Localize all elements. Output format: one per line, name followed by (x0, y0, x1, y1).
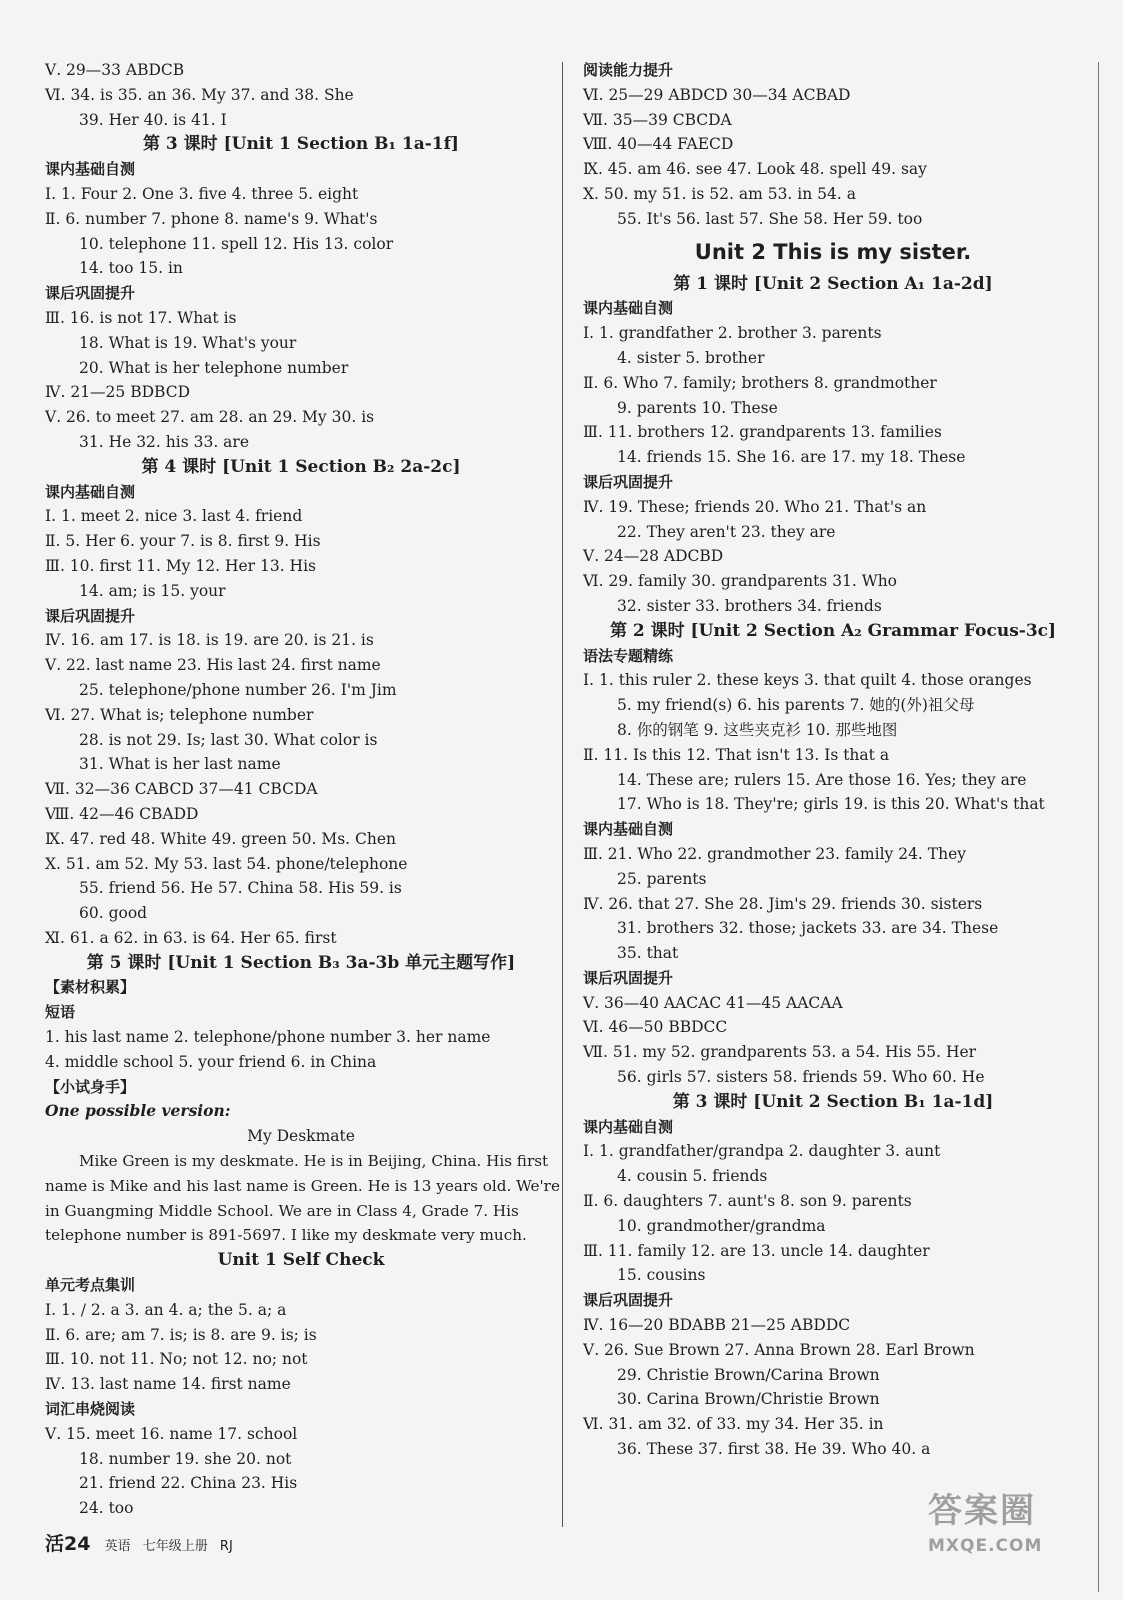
answer-line: Ⅲ. 11. family 12. are 13. uncle 14. daughter (583, 1241, 930, 1260)
answer-line: 25. parents (617, 869, 707, 888)
answer-line: Ⅲ. 16. is not 17. What is (45, 308, 237, 327)
answer-line: 55. It's 56. last 57. She 58. Her 59. too (617, 209, 923, 228)
answer-line: 30. Carina Brown/Christie Brown (617, 1390, 880, 1409)
answer-line: 4. cousin 5. friends (617, 1167, 768, 1186)
unit-title: Unit 2 This is my sister. (694, 239, 972, 264)
answer-line: 15. cousins (617, 1266, 706, 1285)
answer-line: Ⅳ. 16—20 BDABB 21—25 ABDDC (583, 1316, 851, 1335)
answer-line: 18. number 19. she 20. not (79, 1449, 292, 1468)
section-heading: 课后巩固提升 (583, 1291, 674, 1310)
section-heading: 单元考点集训 (45, 1276, 136, 1295)
answer-line: Ⅴ. 24—28 ADCBD (583, 547, 724, 566)
answer-line: Ⅳ. 13. last name 14. first name (45, 1375, 291, 1394)
answer-line: Ⅰ. 1. this ruler 2. these keys 3. that quilt 4. those oranges (583, 671, 1032, 690)
lesson-heading: 第 4 课时 [Unit 1 Section B₂ 2a-2c] (141, 456, 461, 477)
answer-line: 20. What is her telephone number (79, 358, 349, 377)
answer-line: Ⅵ. 34. is 35. an 36. My 37. and 38. She (45, 85, 354, 104)
section-heading: 课后巩固提升 (583, 472, 674, 491)
answer-line: Ⅷ. 42—46 CBADD (45, 804, 199, 823)
section-heading: 课内基础自测 (583, 820, 674, 839)
answer-line: 10. grandmother/grandma (617, 1216, 826, 1235)
answer-line: 4. sister 5. brother (617, 348, 765, 367)
answer-line: Ⅱ. 6. Who 7. family; brothers 8. grandmother (583, 373, 937, 392)
answer-line: in Guangming Middle School. We are in Class 4, Grade 7. His (45, 1201, 519, 1220)
lesson-heading: 第 5 课时 [Unit 1 Section B₃ 3a-3b 单元主题写作] (86, 952, 516, 973)
answer-line: 56. girls 57. sisters 58. friends 59. Who 60. He (617, 1068, 985, 1087)
section-heading: 词汇串烧阅读 (45, 1400, 136, 1419)
answer-line: Ⅸ. 45. am 46. see 47. Look 48. spell 49. say (583, 160, 927, 179)
section-heading: 阅读能力提升 (583, 61, 674, 79)
edition-label: RJ (219, 1539, 233, 1554)
answer-line: Ⅵ. 46—50 BBDCC (583, 1018, 728, 1037)
answer-line: Ⅴ. 29—33 ABDCB (45, 61, 185, 79)
answer-line: Ⅳ. 26. that 27. She 28. Jim's 29. friends 30. sisters (583, 894, 983, 913)
answer-line: Ⅰ. 1. Four 2. One 3. five 4. three 5. eight (45, 184, 359, 203)
section-heading: 课后巩固提升 (45, 606, 136, 625)
answer-line: 31. He 32. his 33. are (79, 432, 249, 451)
answer-line: Ⅰ. 1. / 2. a 3. an 4. a; the 5. a; a (45, 1300, 287, 1319)
answer-line: Ⅲ. 10. first 11. My 12. Her 13. His (45, 556, 316, 575)
lesson-heading: 第 2 课时 [Unit 2 Section A₂ Grammar Focus-3c] (609, 620, 1057, 641)
answer-line: 31. brothers 32. those; jackets 33. are 34. These (617, 919, 999, 938)
answer-line: Ⅱ. 6. number 7. phone 8. name's 9. What's (45, 209, 378, 228)
answer-line: Ⅵ. 29. family 30. grandparents 31. Who (583, 572, 898, 591)
answer-line: 1. his last name 2. telephone/phone number 3. her name (45, 1028, 491, 1047)
answer-line: Ⅰ. 1. grandfather/grandpa 2. daughter 3. aunt (583, 1142, 941, 1161)
answer-line: Ⅳ. 21—25 BDBCD (45, 383, 190, 402)
answer-line: Mike Green is my deskmate. He is in Beijing, China. His first (79, 1152, 549, 1171)
answer-line: Ⅸ. 47. red 48. White 49. green 50. Ms. Chen (45, 829, 397, 848)
answer-line: Ⅱ. 5. Her 6. your 7. is 8. first 9. His (45, 532, 321, 551)
watermark-text: 答案圈 (928, 1491, 1036, 1531)
answer-line: 14. friends 15. She 16. are 17. my 18. These (617, 448, 966, 467)
answer-line: 32. sister 33. brothers 34. friends (617, 596, 882, 615)
answer-line: Ⅱ. 11. Is this 12. That isn't 13. Is that a (583, 745, 890, 764)
answer-line: 31. What is her last name (79, 755, 281, 774)
answer-line: 60. good (79, 904, 148, 923)
answer-line: 22. They aren't 23. they are (617, 522, 836, 541)
answer-line: Ⅴ. 36—40 AACAC 41—45 AACAA (583, 993, 843, 1012)
answer-line: 14. too 15. in (79, 259, 183, 278)
answer-line: Ⅱ. 6. are; am 7. is; is 8. are 9. is; is (45, 1325, 317, 1344)
answer-line: Ⅴ. 26. to meet 27. am 28. an 29. My 30. is (45, 408, 375, 427)
answer-line: Ⅲ. 11. brothers 12. grandparents 13. families (583, 423, 942, 442)
next-page-edge (1098, 62, 1099, 1592)
lesson-heading: 第 3 课时 [Unit 1 Section B₁ 1a-1f] (143, 134, 459, 155)
answer-line: Ⅳ. 16. am 17. is 18. is 19. are 20. is 21. is (45, 631, 374, 650)
answer-line: 39. Her 40. is 41. I (79, 110, 227, 129)
answer-line: 18. What is 19. What's your (79, 333, 297, 352)
answer-line: telephone number is 891-5697. I like my deskmate very much. (45, 1226, 527, 1245)
answer-line: 4. middle school 5. your friend 6. in China (45, 1052, 377, 1071)
watermark (928, 1483, 1078, 1573)
answer-line: Ⅱ. 6. daughters 7. aunt's 8. son 9. parents (583, 1192, 912, 1211)
lesson-heading: 第 3 课时 [Unit 2 Section B₁ 1a-1d] (672, 1091, 994, 1112)
section-heading: 【素材积累】 (45, 978, 136, 997)
section-heading: 课内基础自测 (45, 482, 136, 501)
grade-label: 七年级上册 (142, 1539, 208, 1554)
answer-line: Ⅴ. 26. Sue Brown 27. Anna Brown 28. Earl Brown (583, 1340, 975, 1359)
answer-line: Ⅲ. 21. Who 22. grandmother 23. family 24. They (583, 844, 967, 863)
answer-line: Ⅴ. 22. last name 23. His last 24. first name (45, 656, 381, 675)
lesson-heading: Unit 1 Self Check (217, 1250, 385, 1271)
answer-line: Ⅹ. 51. am 52. My 53. last 54. phone/telephone (45, 854, 408, 873)
answer-line: Ⅳ. 19. These; friends 20. Who 21. That's an (583, 497, 927, 516)
answer-line: Ⅰ. 1. meet 2. nice 3. last 4. friend (45, 507, 303, 526)
answer-line: Ⅶ. 35—39 CBCDA (583, 110, 732, 129)
answer-line: 35. that (617, 944, 679, 963)
page-number: 活24 (45, 1533, 91, 1555)
answer-line: 55. friend 56. He 57. China 58. His 59. is (79, 879, 402, 898)
answer-line: Ⅵ. 25—29 ABDCD 30—34 ACBAD (583, 85, 851, 104)
answer-line: Ⅶ. 51. my 52. grandparents 53. a 54. His 55. Her (583, 1043, 977, 1062)
answer-line: Ⅴ. 15. meet 16. name 17. school (45, 1424, 298, 1443)
answer-line: Ⅷ. 40—44 FAECD (583, 135, 734, 154)
section-heading: 课内基础自测 (583, 299, 674, 318)
answer-line: 14. These are; rulers 15. Are those 16. Yes; they are (617, 770, 1027, 789)
section-heading: 课后巩固提升 (583, 968, 674, 987)
answer-line: One possible version: (45, 1101, 231, 1121)
answer-line: 5. my friend(s) 6. his parents 7. 她的(外)祖父母 (617, 696, 975, 715)
answer-line: Ⅹ. 50. my 51. is 52. am 53. in 54. a (583, 184, 856, 203)
answer-line: 17. Who is 18. They're; girls 19. is this 20. What's that (617, 795, 1045, 814)
column-divider (562, 62, 563, 1527)
answer-line: My Deskmate (247, 1127, 355, 1146)
watermark-url: MXQE.COM (928, 1536, 1043, 1556)
answer-line: 28. is not 29. Is; last 30. What color is (79, 730, 378, 749)
right-column (583, 58, 1083, 1462)
section-heading: 短语 (45, 1003, 76, 1022)
answer-line: Ⅵ. 27. What is; telephone number (45, 705, 314, 724)
answer-line: 9. parents 10. These (617, 398, 778, 417)
answer-line: 29. Christie Brown/Carina Brown (617, 1365, 880, 1384)
answer-line: 25. telephone/phone number 26. I'm Jim (79, 680, 397, 699)
answer-line: Ⅵ. 31. am 32. of 33. my 34. Her 35. in (583, 1415, 884, 1434)
left-column (45, 58, 560, 1521)
answer-line: 24. too (79, 1499, 134, 1518)
answer-line: name is Mike and his last name is Green. He is 13 years old. We're (45, 1176, 560, 1195)
answer-line: Ⅶ. 32—36 CABCD 37—41 CBCDA (45, 780, 318, 799)
section-heading: 【小试身手】 (45, 1077, 136, 1096)
section-heading: 课后巩固提升 (45, 284, 136, 303)
section-heading: 语法专题精练 (583, 646, 674, 665)
section-heading: 课内基础自测 (583, 1117, 674, 1136)
answer-line: Ⅲ. 10. not 11. No; not 12. no; not (45, 1350, 308, 1369)
answer-line: Ⅰ. 1. grandfather 2. brother 3. parents (583, 324, 882, 343)
section-heading: 课内基础自测 (45, 160, 136, 179)
answer-line: 8. 你的钢笔 9. 这些夹克衫 10. 那些地图 (617, 720, 898, 739)
answer-line: Ⅺ. 61. a 62. in 63. is 64. Her 65. first (45, 928, 337, 947)
answer-line: 14. am; is 15. your (79, 581, 226, 600)
lesson-heading: 第 1 课时 [Unit 2 Section A₁ 1a-2d] (673, 273, 993, 294)
subject-label: 英语 (104, 1539, 131, 1554)
answer-line: 21. friend 22. China 23. His (79, 1474, 298, 1493)
answer-line: 36. These 37. first 38. He 39. Who 40. a (617, 1440, 931, 1459)
page-footer (45, 1532, 241, 1556)
answer-line: 10. telephone 11. spell 12. His 13. color (79, 234, 394, 253)
